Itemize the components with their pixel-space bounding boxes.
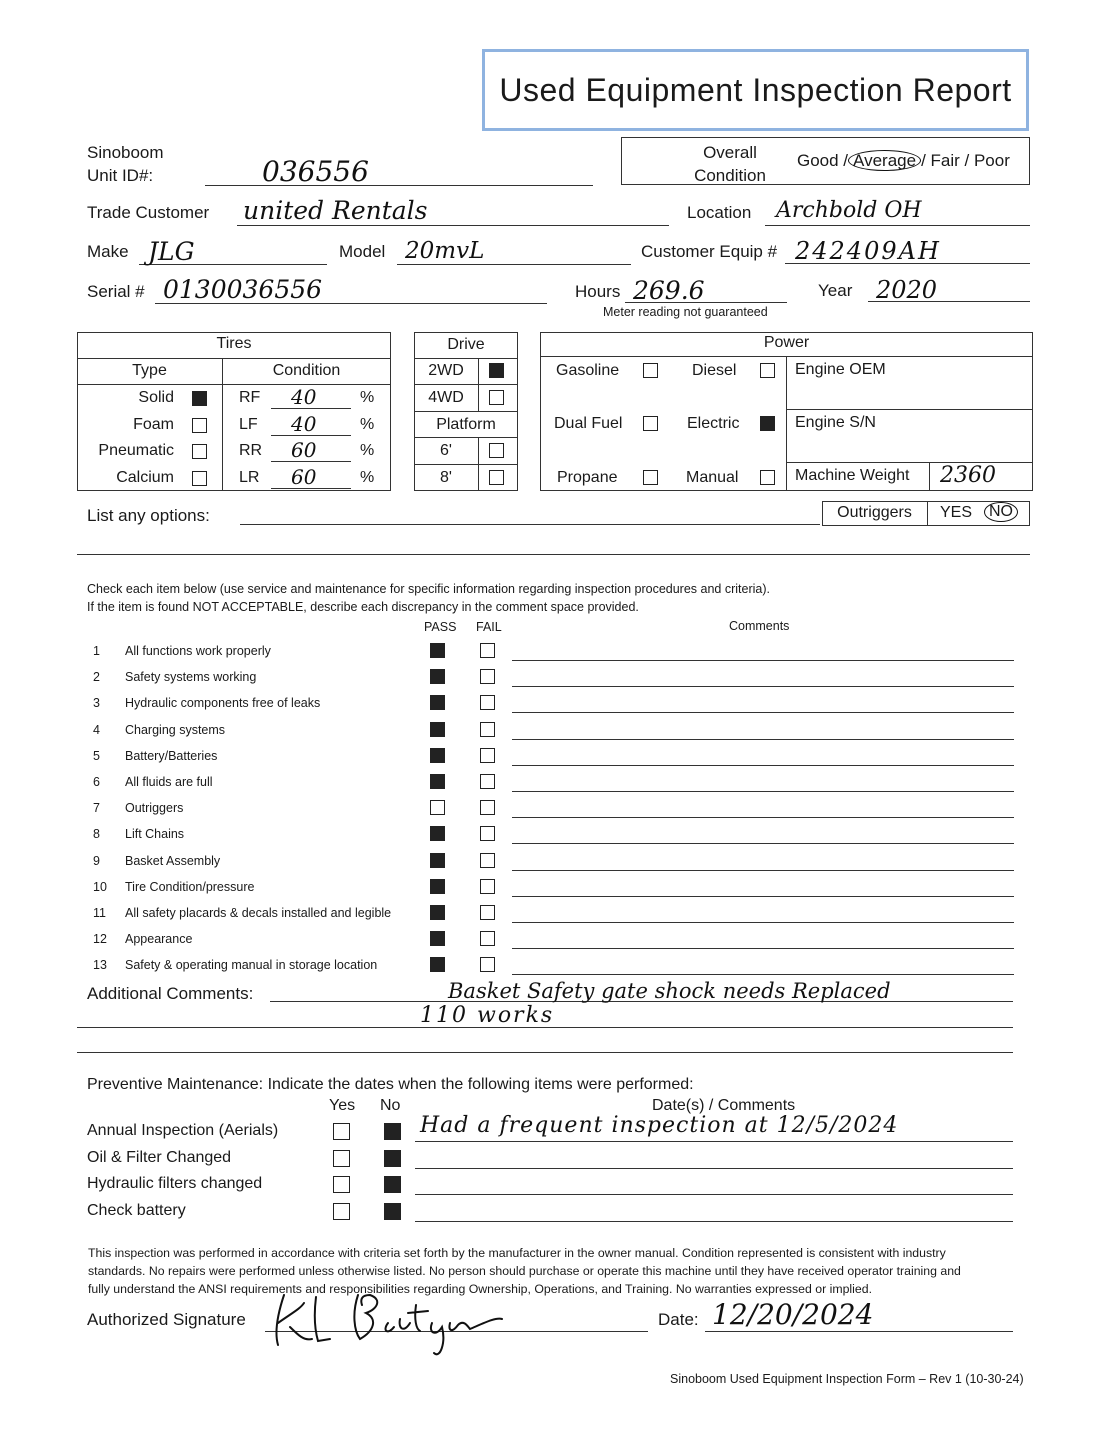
- check-item-pass-checkbox[interactable]: [430, 695, 445, 710]
- tires-condition-header: Condition: [272, 362, 341, 379]
- tires-title: Tires: [216, 335, 252, 352]
- hours-label: Hours: [575, 282, 621, 301]
- power-option-checkbox[interactable]: [643, 470, 658, 485]
- pm-item-yes-checkbox[interactable]: [333, 1123, 350, 1140]
- check-item-fail-checkbox[interactable]: [480, 931, 495, 946]
- customer-equip-label: Customer Equip #: [641, 242, 778, 261]
- tire-type-label: Foam: [133, 415, 174, 433]
- page-title: Used Equipment Inspection Report: [499, 71, 1012, 108]
- check-item-pass-checkbox[interactable]: [430, 722, 445, 737]
- check-item-comment-line[interactable]: [512, 660, 1014, 661]
- pm-item-yes-checkbox[interactable]: [333, 1150, 350, 1167]
- trade-customer-label: Trade Customer: [87, 203, 210, 222]
- footer: Sinoboom Used Equipment Inspection Form – Rev 1 (10-30-24): [670, 1372, 1024, 1386]
- check-item-pass-checkbox[interactable]: [430, 643, 445, 658]
- check-item-pass-checkbox[interactable]: [430, 905, 445, 920]
- pm-item-comment-line[interactable]: [415, 1168, 1013, 1169]
- drive-option-checkbox[interactable]: [489, 470, 504, 485]
- drive-option-checkbox[interactable]: [489, 363, 504, 378]
- drive-option-checkbox[interactable]: [489, 390, 504, 405]
- check-item-comment-line[interactable]: [512, 817, 1014, 818]
- outriggers-no-selected[interactable]: NO: [984, 502, 1018, 522]
- check-item-comment-line[interactable]: [512, 739, 1014, 740]
- check-item-comment-line[interactable]: [512, 791, 1014, 792]
- unit-id-label: Sinoboom Unit ID#:: [87, 143, 164, 185]
- check-item-fail-checkbox[interactable]: [480, 800, 495, 815]
- check-item-label: Outriggers: [125, 801, 184, 816]
- engine-oem-label: Engine OEM: [795, 361, 886, 378]
- additional-comment-line-2[interactable]: 110 works: [420, 1003, 555, 1028]
- year-field[interactable]: 2020: [876, 276, 938, 304]
- drive-option-label: 4WD: [428, 389, 464, 406]
- tire-position-label: RF: [239, 389, 261, 406]
- pm-no-header: No: [380, 1097, 401, 1114]
- check-item-fail-checkbox[interactable]: [480, 826, 495, 841]
- power-option-label: Gasoline: [556, 362, 620, 379]
- check-item-comment-line[interactable]: [512, 948, 1014, 949]
- outriggers-label: Outriggers: [837, 504, 912, 521]
- check-item-fail-checkbox[interactable]: [480, 669, 495, 684]
- serial-label: Serial #: [87, 282, 145, 301]
- check-item-comment-line[interactable]: [512, 843, 1014, 844]
- comments-header: Comments: [729, 619, 790, 633]
- pass-header: PASS: [424, 620, 457, 634]
- power-option-checkbox[interactable]: [760, 416, 775, 431]
- check-item-pass-checkbox[interactable]: [430, 669, 445, 684]
- check-item-fail-checkbox[interactable]: [480, 957, 495, 972]
- tire-type-checkbox[interactable]: [192, 391, 207, 406]
- power-option-label: Electric: [687, 415, 740, 432]
- meter-note: Meter reading not guaranteed: [603, 305, 768, 319]
- pm-intro: Preventive Maintenance: Indicate the dates when the following items were performed:: [87, 1076, 694, 1093]
- check-item-label: Tire Condition/pressure: [125, 879, 255, 894]
- tire-condition-value[interactable]: 60: [291, 464, 317, 489]
- signature-label: Authorized Signature: [87, 1310, 246, 1329]
- pm-yes-header: Yes: [329, 1097, 356, 1114]
- drive-option-label: 8': [440, 469, 452, 486]
- check-item-fail-checkbox[interactable]: [480, 853, 495, 868]
- check-item-fail-checkbox[interactable]: [480, 774, 495, 789]
- tire-position-label: RR: [239, 442, 263, 459]
- check-item-pass-checkbox[interactable]: [430, 879, 445, 894]
- pm-item-comment-line[interactable]: [415, 1194, 1013, 1195]
- title-box: [482, 49, 1029, 131]
- check-item-comment-line[interactable]: [512, 765, 1014, 766]
- year-label: Year: [818, 281, 853, 300]
- tire-type-label: Pneumatic: [98, 442, 174, 459]
- check-item-number: 11: [93, 906, 106, 920]
- check-item-pass-checkbox[interactable]: [430, 774, 445, 789]
- power-option-checkbox[interactable]: [643, 363, 658, 378]
- check-item-pass-checkbox[interactable]: [430, 931, 445, 946]
- tires-type-header: Type: [132, 362, 167, 379]
- tire-type-label: Calcium: [116, 468, 174, 486]
- serial-field[interactable]: 0130036556: [163, 275, 323, 304]
- tire-percent-unit: %: [360, 415, 375, 433]
- hours-field[interactable]: 269.6: [633, 276, 705, 305]
- power-option-label: Propane: [557, 469, 618, 486]
- check-item-fail-checkbox[interactable]: [480, 695, 495, 710]
- check-item-number: 3: [93, 696, 100, 711]
- tire-percent-unit: %: [360, 442, 375, 459]
- check-item-pass-checkbox[interactable]: [430, 800, 445, 815]
- location-label: Location: [687, 203, 752, 222]
- check-item-pass-checkbox[interactable]: [430, 957, 445, 972]
- power-option-checkbox[interactable]: [643, 416, 658, 431]
- pm-item-label: Hydraulic filters changed: [87, 1175, 263, 1192]
- make-label: Make: [87, 242, 129, 261]
- check-item-number: 10: [93, 879, 107, 894]
- check-item-number: 1: [93, 644, 100, 658]
- pm-item-comment[interactable]: Had a frequent inspection at 12/5/2024: [420, 1113, 899, 1138]
- check-item-number: 7: [93, 801, 100, 816]
- condition-average-selected[interactable]: Average: [848, 150, 921, 171]
- tire-type-label: Solid: [138, 389, 174, 406]
- model-label: Model: [339, 242, 386, 261]
- check-item-pass-checkbox[interactable]: [430, 748, 445, 763]
- fail-header: FAIL: [476, 620, 502, 634]
- tire-condition-value[interactable]: 40: [291, 385, 317, 409]
- pm-item-label: Oil & Filter Changed: [87, 1148, 232, 1166]
- check-item-label: Battery/Batteries: [125, 748, 218, 763]
- additional-comment-line-1[interactable]: Basket Safety gate shock needs Replaced: [448, 979, 891, 1003]
- check-item-label: All safety placards & decals installed and legible: [125, 906, 392, 920]
- power-option-checkbox[interactable]: [760, 363, 775, 378]
- make-field[interactable]: JLG: [148, 237, 195, 266]
- pm-item-comment-line[interactable]: [415, 1141, 1013, 1142]
- outriggers-yes[interactable]: YES: [940, 504, 973, 521]
- tire-type-checkbox[interactable]: [192, 471, 207, 486]
- tire-condition-value[interactable]: 40: [291, 411, 317, 436]
- drive-title: Drive: [447, 336, 485, 353]
- pm-dates-header: Date(s) / Comments: [652, 1097, 796, 1114]
- drive-option-label: 2WD: [428, 362, 464, 379]
- check-item-number: 5: [93, 748, 100, 763]
- power-option-label: Dual Fuel: [554, 415, 623, 432]
- tire-position-label: LR: [239, 468, 260, 486]
- options-label: List any options:: [87, 506, 210, 525]
- check-item-label: Charging systems: [125, 722, 226, 737]
- tire-type-checkbox[interactable]: [192, 444, 207, 459]
- pm-item-label: Annual Inspection (Aerials): [87, 1122, 279, 1139]
- additional-comments-label: Additional Comments:: [87, 984, 254, 1003]
- power-option-label: Manual: [686, 469, 739, 486]
- check-item-number: 12: [93, 932, 107, 947]
- customer-equip-field[interactable]: 242409AH: [795, 237, 941, 265]
- tire-percent-unit: %: [360, 389, 375, 406]
- tire-percent-unit: %: [360, 468, 375, 486]
- power-option-label: Diesel: [692, 362, 737, 379]
- check-item-fail-checkbox[interactable]: [480, 748, 495, 763]
- check-item-label: Safety systems working: [125, 670, 257, 685]
- power-title: Power: [763, 334, 810, 351]
- check-item-comment-line[interactable]: [512, 922, 1014, 923]
- platform-label: Platform: [436, 416, 496, 433]
- check-item-fail-checkbox[interactable]: [480, 879, 495, 894]
- check-item-label: Safety & operating manual in storage location: [125, 958, 378, 973]
- pm-item-yes-checkbox[interactable]: [333, 1176, 350, 1193]
- check-item-label: Basket Assembly: [125, 853, 221, 868]
- trade-customer-field[interactable]: united Rentals: [243, 196, 428, 225]
- check-item-label: All functions work properly: [125, 644, 271, 658]
- model-field[interactable]: 20mvL: [405, 238, 485, 264]
- tire-position-label: LF: [239, 415, 258, 433]
- pm-item-no-checkbox[interactable]: [384, 1203, 401, 1220]
- drive-option-checkbox[interactable]: [489, 443, 504, 458]
- check-item-number: 13: [93, 958, 107, 973]
- tire-condition-value[interactable]: 60: [291, 438, 317, 462]
- check-item-fail-checkbox[interactable]: [480, 905, 495, 920]
- check-item-label: Appearance: [125, 932, 193, 947]
- tires-table: [77, 332, 391, 491]
- overall-condition-options: Good / Average / Fair / Poor: [797, 151, 1010, 170]
- check-item-comment-line[interactable]: [512, 712, 1014, 713]
- check-item-label: Lift Chains: [125, 827, 185, 842]
- disclaimer: This inspection was performed in accordance with criteria set forth by the manufacturer in the owner manual. Condition represented is consistent with industry standards. No repairs were performed unless otherwise listed. No person should purchase or operate this machine until they have received operator training and fully understand the ANSI requirements and responsibilities regarding Ownership, Operations, and Training. No warranties expressed or implied.: [88, 1246, 961, 1296]
- date-label: Date:: [658, 1310, 699, 1329]
- check-item-pass-checkbox[interactable]: [430, 826, 445, 841]
- pm-item-no-checkbox[interactable]: [384, 1123, 401, 1140]
- pm-item-no-checkbox[interactable]: [384, 1150, 401, 1167]
- check-item-pass-checkbox[interactable]: [430, 853, 445, 868]
- check-item-number: 8: [93, 827, 100, 842]
- instructions: Check each item below (use service and maintenance for specific information regarding inspection procedures and criteria). If the item is found NOT ACCEPTABLE, describe each discrepancy in the comment space provided.: [87, 582, 770, 614]
- check-item-number: 9: [93, 853, 100, 868]
- pm-item-label: Check battery: [87, 1201, 186, 1219]
- check-item-fail-checkbox[interactable]: [480, 722, 495, 737]
- signature-scribble[interactable]: [270, 1283, 510, 1363]
- machine-weight-label: Machine Weight: [795, 467, 910, 484]
- check-item-label: All fluids are full: [125, 775, 213, 789]
- check-item-comment-line[interactable]: [512, 896, 1014, 897]
- machine-weight-field[interactable]: 2360: [940, 463, 996, 488]
- check-item-comment-line[interactable]: [512, 686, 1014, 687]
- pm-item-yes-checkbox[interactable]: [333, 1203, 350, 1220]
- date-field[interactable]: 12/20/2024: [712, 1298, 874, 1331]
- power-option-checkbox[interactable]: [760, 470, 775, 485]
- tire-type-checkbox[interactable]: [192, 418, 207, 433]
- check-item-number: 2: [93, 670, 100, 685]
- pm-item-no-checkbox[interactable]: [384, 1176, 401, 1193]
- check-item-label: Hydraulic components free of leaks: [125, 696, 321, 711]
- pm-item-comment-line[interactable]: [415, 1221, 1013, 1222]
- check-item-number: 6: [93, 775, 100, 789]
- location-field[interactable]: Archbold OH: [776, 198, 922, 223]
- drive-option-label: 6': [440, 442, 452, 459]
- check-item-fail-checkbox[interactable]: [480, 643, 495, 658]
- unit-id-field[interactable]: 036556: [262, 155, 369, 188]
- check-item-number: 4: [93, 722, 100, 737]
- check-item-comment-line[interactable]: [512, 870, 1014, 871]
- check-item-comment-line[interactable]: [512, 974, 1014, 975]
- engine-sn-label: Engine S/N: [795, 414, 876, 431]
